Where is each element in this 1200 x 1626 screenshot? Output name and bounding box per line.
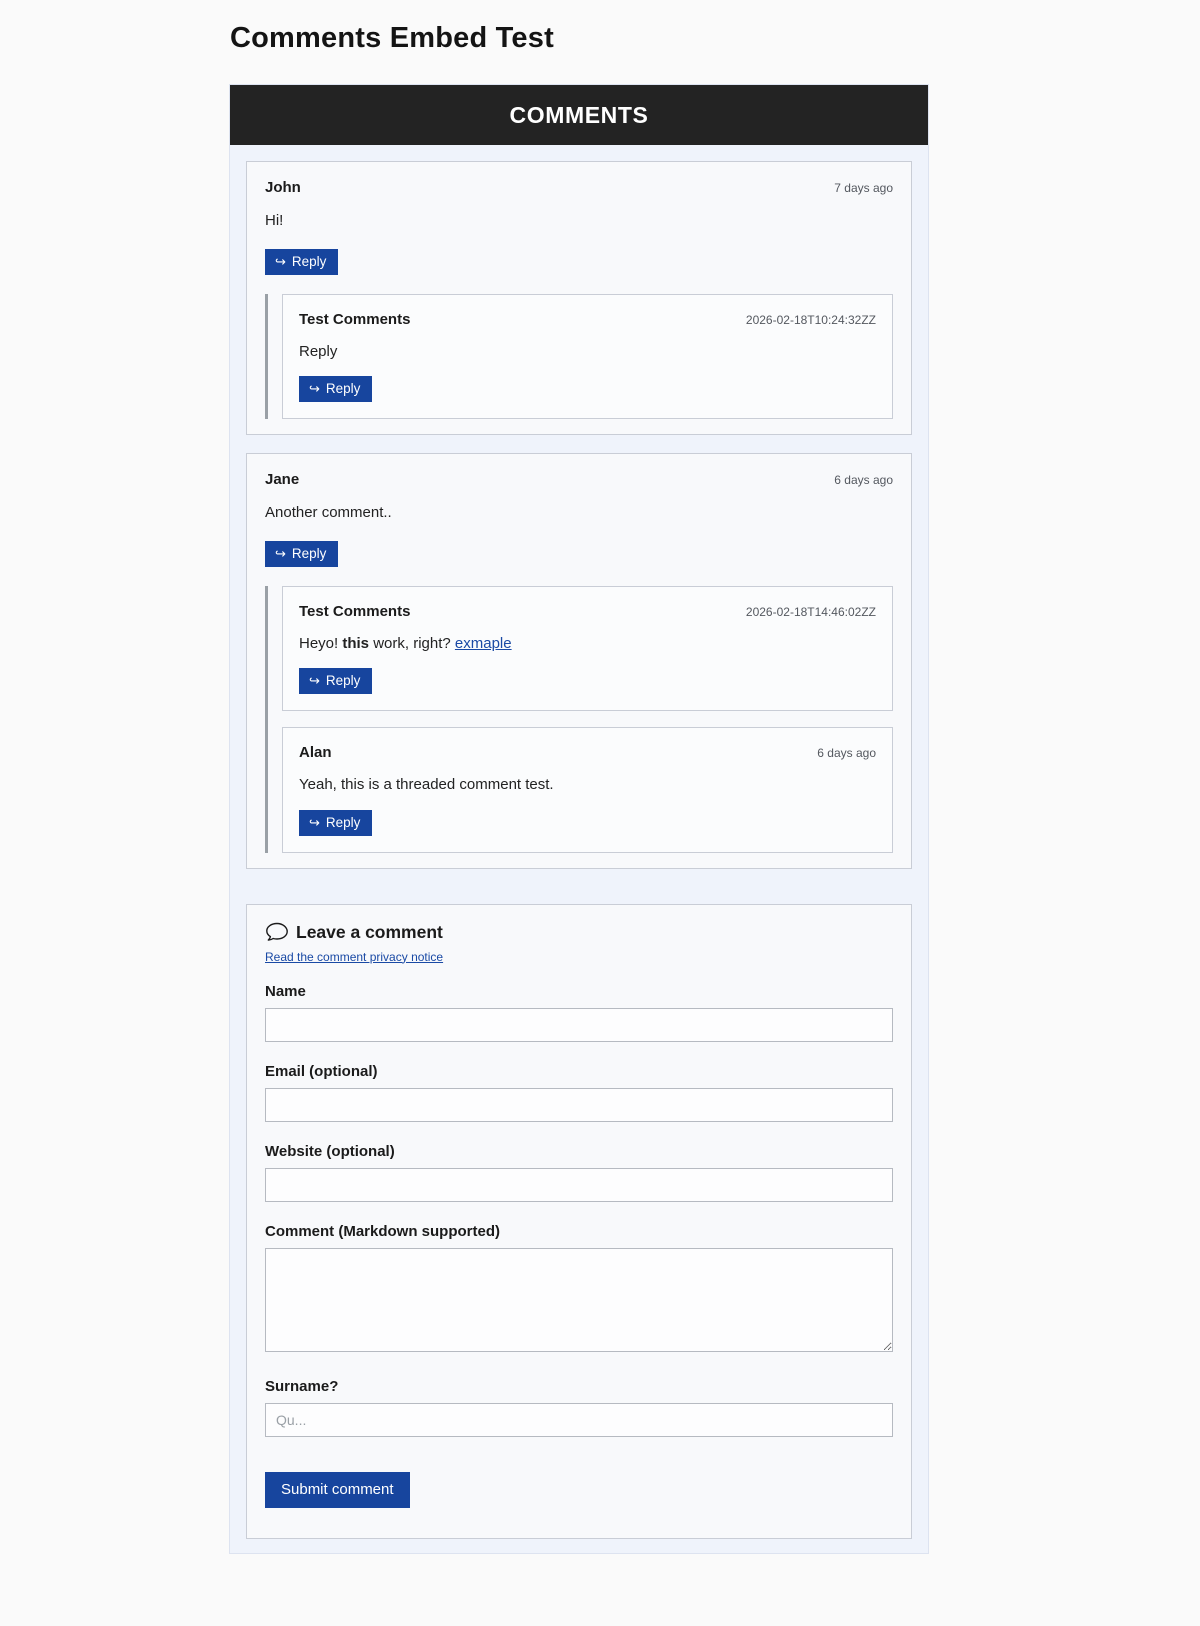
privacy-notice-link[interactable]: Read the comment privacy notice xyxy=(265,949,444,964)
comment-body xyxy=(299,634,876,654)
reply-button-label: Reply xyxy=(325,673,361,688)
reply-button[interactable] xyxy=(299,668,372,694)
comment-header xyxy=(299,744,876,761)
form-heading-label: Leave a comment xyxy=(296,921,443,942)
comments-widget-header: COMMENTS xyxy=(230,85,928,145)
comment-body-text: work, right? xyxy=(369,634,455,652)
comment-body: Yeah, this is a threaded comment test. xyxy=(299,776,554,793)
reply-arrow-icon: ↪ xyxy=(309,381,320,396)
website-label: Website (optional) xyxy=(265,1142,395,1160)
comment-card xyxy=(246,161,912,435)
form-heading xyxy=(265,922,893,943)
surname-input[interactable] xyxy=(265,1403,893,1437)
comments-widget xyxy=(229,84,929,1554)
email-input[interactable] xyxy=(265,1088,893,1122)
comment-author: Jane xyxy=(265,471,300,488)
comment-date: 6 days ago xyxy=(817,746,876,760)
website-input[interactable] xyxy=(265,1168,893,1202)
comment-date: 6 days ago xyxy=(834,473,893,487)
name-input[interactable] xyxy=(265,1008,893,1042)
name-label: Name xyxy=(265,982,306,1000)
email-label: Email (optional) xyxy=(265,1062,378,1080)
comment-label: Comment (Markdown supported) xyxy=(265,1222,500,1240)
comment-form xyxy=(246,904,912,1539)
reply-button[interactable] xyxy=(265,249,338,275)
comment-author: John xyxy=(265,179,301,196)
comment-header xyxy=(299,311,876,328)
reply-button-label: Reply xyxy=(325,814,361,830)
comment-body: Reply xyxy=(299,342,338,360)
reply-card xyxy=(282,294,893,420)
comment-author: Alan xyxy=(299,744,332,761)
reply-card xyxy=(282,586,893,712)
comments-widget-body xyxy=(230,145,928,1553)
comment-card xyxy=(246,453,912,869)
comment-body-text: Heyo! xyxy=(299,634,343,652)
submit-comment-button[interactable]: Submit comment xyxy=(265,1472,410,1508)
comment-thread xyxy=(265,294,893,420)
comment-header xyxy=(265,179,893,196)
comment-date: 7 days ago xyxy=(834,181,893,195)
comment-body-bold-text: this xyxy=(342,634,370,652)
comment-author: Test Comments xyxy=(299,602,411,620)
reply-arrow-icon: ↪ xyxy=(309,814,320,830)
comment-header xyxy=(299,603,876,620)
reply-button[interactable] xyxy=(265,541,338,567)
comment-textarea[interactable] xyxy=(265,1248,893,1352)
page-title: Comments Embed Test xyxy=(230,22,554,54)
reply-button[interactable] xyxy=(299,376,372,402)
reply-card xyxy=(282,727,893,853)
comment-body: Hi! xyxy=(265,212,284,229)
reply-arrow-icon: ↪ xyxy=(309,673,320,688)
reply-button-label: Reply xyxy=(291,253,327,269)
comment-author: Test Comments xyxy=(299,310,411,328)
reply-button-label: Reply xyxy=(291,545,327,561)
comment-body: Another comment.. xyxy=(265,504,392,521)
comment-date: 2026-02-18T10:24:32ZZ xyxy=(745,312,876,327)
comment-date: 2026-02-18T14:46:02ZZ xyxy=(745,604,876,619)
reply-button-label: Reply xyxy=(325,381,361,396)
comment-body-link[interactable]: exmaple xyxy=(454,634,512,652)
reply-arrow-icon: ↪ xyxy=(275,253,286,269)
surname-label: Surname? xyxy=(265,1377,339,1395)
comment-header xyxy=(265,471,893,488)
speech-bubble-icon xyxy=(265,922,289,943)
reply-button[interactable] xyxy=(299,810,372,836)
reply-arrow-icon: ↪ xyxy=(275,545,286,561)
comment-thread xyxy=(265,586,893,853)
